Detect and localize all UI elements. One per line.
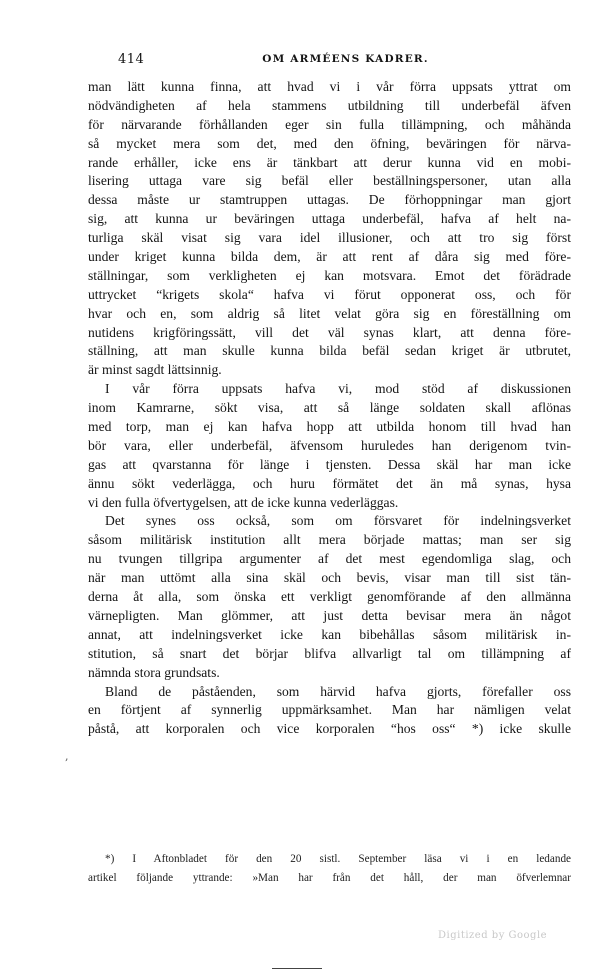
text-line: bör vara, eller underbefäl, äfvensom huruledes han derigenom tvin- [88, 437, 571, 453]
text-line: man lätt kunna finna, att hvad vi i vår förra uppsats yttrat om [88, 79, 571, 94]
text-line: Det synes oss också, som om försvaret för indelningsverket [105, 513, 571, 529]
text-line: stitution, så snart det börjar blifva allvarligt tal om tillämpning af [88, 645, 571, 661]
page-number: 414 [118, 52, 145, 67]
text-line: påstå, att korporalen och vice korporalen “hos oss“ *) icke skulle [88, 721, 571, 737]
text-line: en förtjent af synnerlig uppmärksamhet. Man har nämligen velat [88, 702, 571, 718]
text-line: derna åt alla, som önska ett verkligt genomförande af den allmänna [88, 589, 571, 605]
bottom-rule [272, 968, 322, 969]
text-line: är minst sagdt lättsinnig. [88, 362, 222, 378]
text-line: sig, att kunna ur beväringen uttaga underbefäl, hafva af helt na- [88, 211, 571, 227]
text-line: turliga skäl visat sig vara idel illusioner, och att tro sig först [88, 230, 571, 246]
text-line: gas att qvarstanna för länge i tjensten. Dessa skäl har man icke [88, 456, 571, 472]
text-line: rande erhåller, icke ens är tänkbart att derur kunna vid en mobi- [88, 154, 571, 170]
running-title: OM ARMÉENS KADRER. [262, 53, 429, 65]
text-line: nödvändigheten af hela stammens utbildning till underbefäl äfven [88, 97, 571, 113]
digitization-watermark: Digitized by Google [438, 930, 548, 941]
margin-mark: , [65, 750, 69, 763]
text-line: under kriget kunna bilda dem, är att rent af dåra sig med före- [88, 249, 571, 265]
text-line: lisering uttaga vare sig befäl eller beställningspersoner, utan alla [88, 173, 571, 189]
text-line: värnepligten. Man glömmer, att just detta bevisar mera än något [88, 607, 571, 623]
text-line: såsom militärisk institution allt mera började mattas; man ser sig [88, 532, 571, 548]
page-header [118, 52, 573, 72]
footnote-line: *) I Aftonbladet för den 20 sistl. September läsa vi i en ledande [105, 853, 571, 865]
text-line: nämnda stora grundsats. [88, 664, 220, 680]
text-line: annat, att indelningsverket icke kan bibehållas såsom militärisk in- [88, 626, 571, 642]
text-line: Bland de påståenden, som härvid hafva gjorts, förefaller oss [105, 683, 571, 699]
text-line: ännu sökt vederlägga, och huru förmätet det än må synas, hysa [88, 475, 571, 491]
text-line: nutidens krigföringssätt, vill det väl synas klart, att denna före- [88, 324, 571, 340]
footnote-line: artikel följande yttrande: »Man har från det håll, der man öfverlemnar [88, 871, 571, 884]
text-line: så mycket mera som det, med den öfning, beväringen för närva- [88, 135, 571, 151]
text-line: ställningar, som verkligheten ej kan motsvara. Emot det förädrade [88, 267, 571, 283]
text-line: inom Kamrarne, sökt visa, att så länge soldaten skall aflönas [88, 400, 571, 416]
text-line: vi den fulla öfvertygelsen, att de icke kunna vederläggas. [88, 494, 399, 510]
body-text [88, 78, 571, 739]
text-line: nu tvungen tillgripa argumenter af det mest egendomliga slag, och [88, 551, 571, 567]
text-line: för närvarande förhållanden eger sin fulla tillämpning, och måhända [88, 116, 571, 132]
text-line: uttrycket “krigets skola“ hafva vi förut opponerat oss, och för [88, 286, 571, 302]
text-line: ställning, att man skulle kunna bilda befäl sedan kriget är utbrutet, [88, 343, 571, 359]
footnote [88, 850, 571, 888]
text-line: I vår förra uppsats hafva vi, mod stöd af diskussionen [105, 381, 571, 397]
text-line: med torp, man ej kan hafva hopp att utbilda honom till hvad han [88, 419, 571, 435]
text-line: när man uttömt alla sina skäl och bevis, visar man till sist tän- [88, 570, 571, 586]
text-line: hvar och en, som aldrig så litet velat göra sig en föreställning om [88, 305, 571, 321]
text-line: dessa måste ur stamtruppen uttagas. De förhoppningar man gjort [88, 192, 571, 208]
